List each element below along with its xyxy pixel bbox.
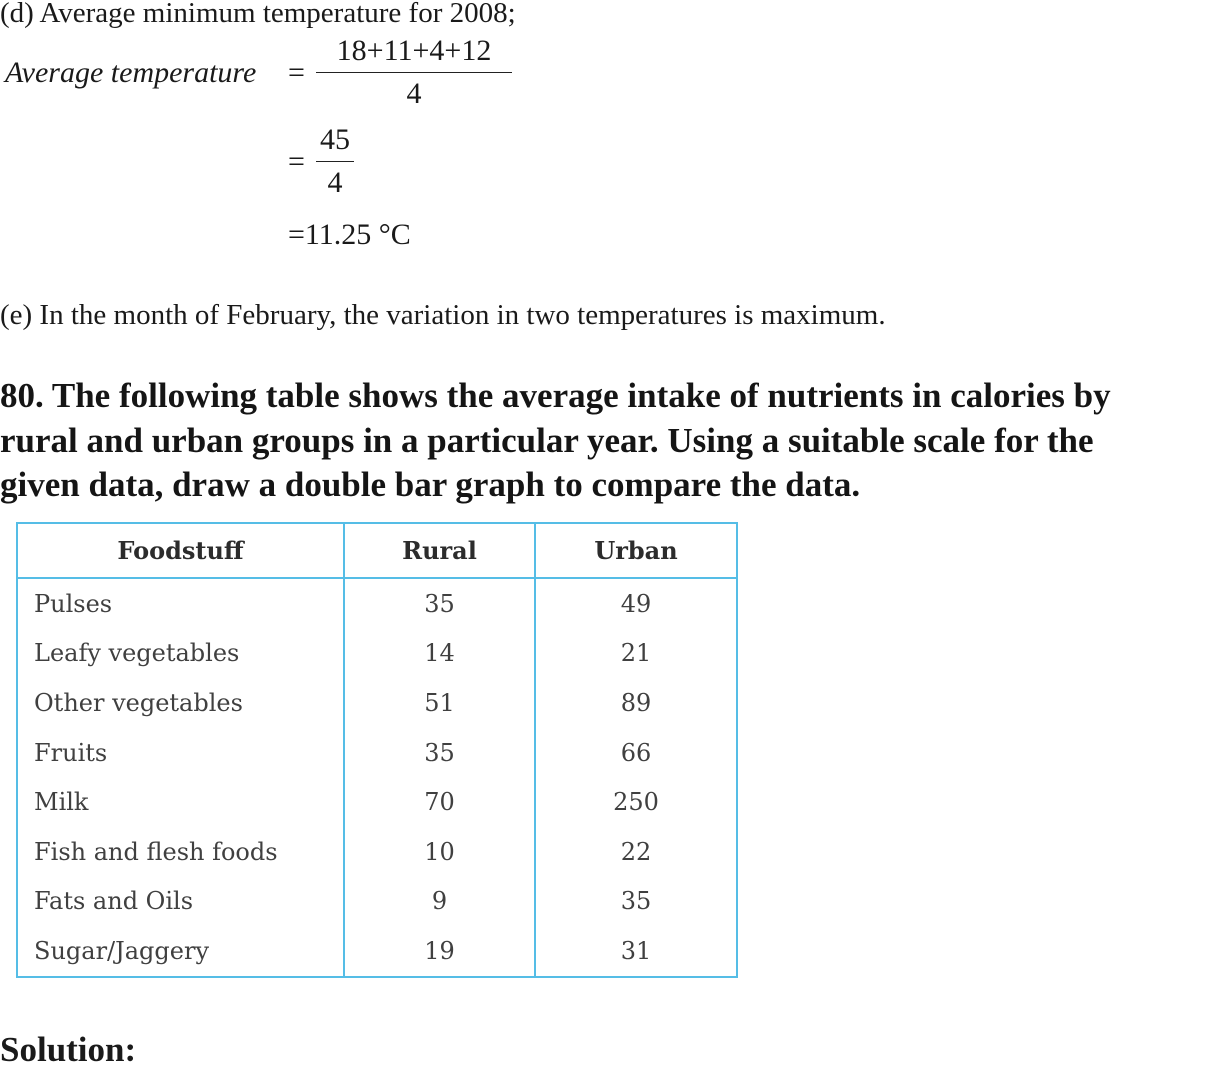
cell-food: Sugar/Jaggery: [17, 926, 344, 977]
cell-food: Fats and Oils: [17, 877, 344, 927]
question-80: [0, 374, 1232, 508]
cell-rural: 70: [344, 777, 535, 827]
question-line-3: given data, draw a double bar graph to compare the data.: [0, 465, 861, 504]
question-line-2: rural and urban groups in a particular year. Using a suitable scale for the: [0, 420, 1094, 460]
fraction-sum: [316, 34, 512, 111]
header-foodstuff: Foodstuff: [17, 523, 344, 578]
average-temperature-label: Average temperature: [5, 56, 257, 89]
table-row: [17, 877, 737, 927]
fraction-sum-numerator: 18+11+4+12: [336, 34, 492, 67]
part-e-text: (e) In the month of February, the variation in two temperatures is maximum.: [0, 299, 886, 331]
table-row: [17, 777, 737, 827]
header-urban: Urban: [535, 523, 737, 578]
table-row: [17, 578, 737, 629]
nutrients-table: [16, 522, 738, 978]
cell-rural: 35: [344, 578, 535, 629]
cell-food: Other vegetables: [17, 678, 344, 728]
cell-food: Milk: [17, 777, 344, 827]
cell-food: Fruits: [17, 728, 344, 778]
table-row: [17, 629, 737, 679]
cell-rural: 19: [344, 926, 535, 977]
cell-rural: 35: [344, 728, 535, 778]
cell-urban: 66: [535, 728, 737, 778]
cell-rural: 10: [344, 827, 535, 877]
header-rural: Rural: [344, 523, 535, 578]
fraction-bar: [316, 72, 512, 73]
cell-urban: 22: [535, 827, 737, 877]
table-row: [17, 827, 737, 877]
cell-urban: 31: [535, 926, 737, 977]
cell-food: Leafy vegetables: [17, 629, 344, 679]
cell-urban: 250: [535, 777, 737, 827]
question-line-1: 80. The following table shows the average intake of nutrients in calories by: [0, 376, 1111, 415]
solution-heading: Solution:: [0, 1030, 137, 1069]
cell-food: Fish and flesh foods: [17, 827, 344, 877]
fraction-simplified-numerator: 45: [320, 123, 350, 156]
cell-urban: 35: [535, 877, 737, 927]
table-header-row: [17, 523, 737, 578]
table-row: [17, 926, 737, 977]
fraction-simplified: [316, 123, 354, 200]
cell-food: Pulses: [17, 578, 344, 629]
cell-urban: 21: [535, 629, 737, 679]
table-row: [17, 728, 737, 778]
table-row: [17, 678, 737, 728]
cell-rural: 9: [344, 877, 535, 927]
cell-rural: 51: [344, 678, 535, 728]
equals-sign-1: =: [288, 56, 305, 89]
result-value: =11.25 °C: [288, 218, 411, 251]
fraction-sum-denominator: 4: [406, 77, 422, 110]
fraction-simplified-denominator: 4: [327, 166, 343, 199]
cell-rural: 14: [344, 629, 535, 679]
cell-urban: 89: [535, 678, 737, 728]
fraction-bar: [316, 161, 354, 162]
cell-urban: 49: [535, 578, 737, 629]
part-d-label: (d) Average minimum temperature for 2008;: [0, 0, 516, 29]
equals-sign-2: =: [288, 145, 305, 178]
